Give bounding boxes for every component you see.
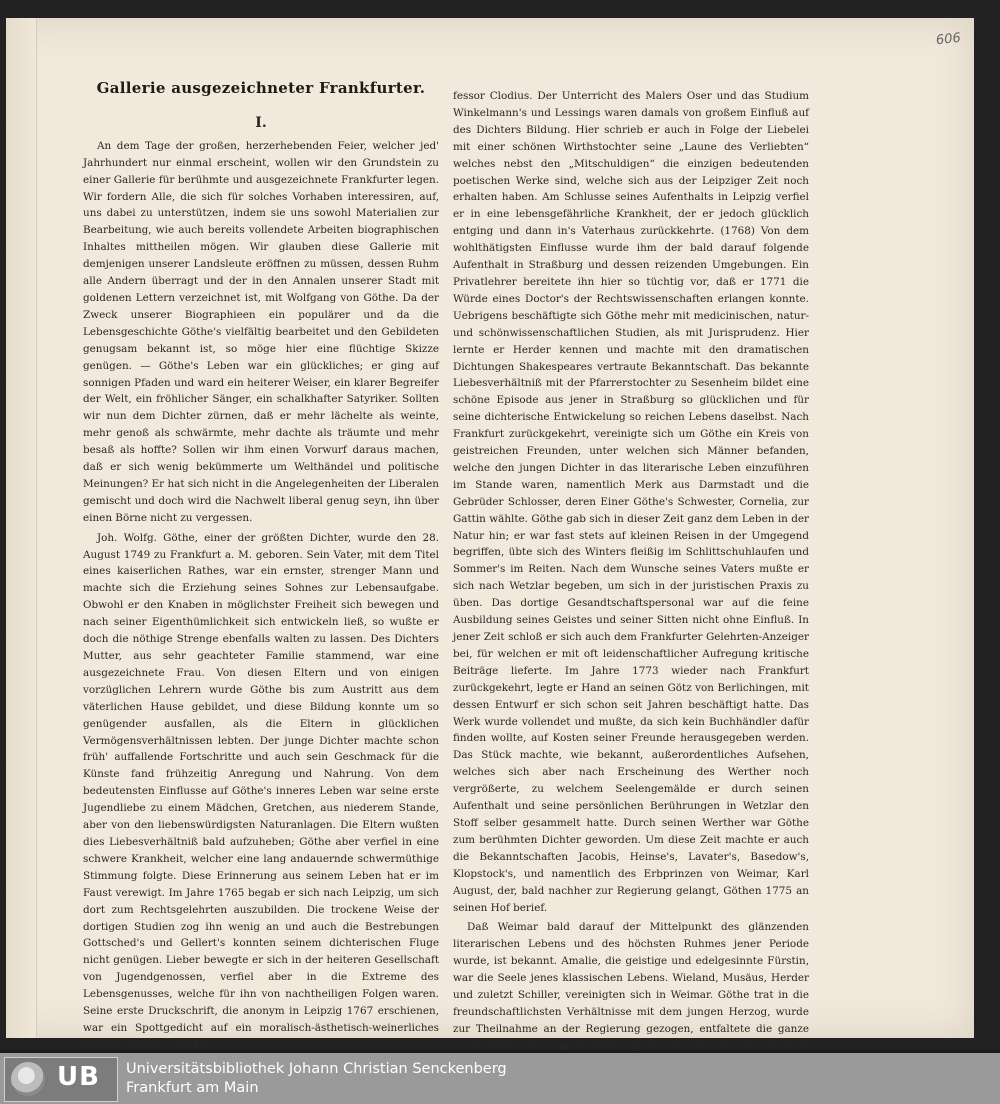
institution-name	[126, 1060, 507, 1098]
page-binding-edge	[6, 18, 37, 1038]
folio-number: 606	[935, 30, 962, 49]
institution-line-1: Universitätsbibliothek Johann Christian Senckenberg	[126, 1061, 507, 1077]
newspaper-page	[6, 18, 974, 1052]
paragraph: Daß Weimar bald darauf der Mittelpunkt des glänzenden literarischen Lebens und des höchsten Ruhmes jener Periode wurde, ist bekannt. Amalie, die geistige und edelgesinnte Fürstin, war die Seele jenes klassischen Lebens. Wieland, Musäus, Herder und zuletzt Schiller, vereinigten sich in Weimar. Göthe trat in die freundschaftlichsten Verhältnisse mit dem jungen Herzog, wurde zur Theilnahme an der Regierung gezogen, entfaltete die ganze Kraft, Fülle und Anmuth seines großen Geistes, und wurde nicht	[453, 921, 809, 1052]
paragraph: fessor Clodius. Der Unterricht des Malers Oser und das Studium Winkelmann's und Lessings waren damals von großem Einfluß auf des Dichters Bildung. Hier schrieb er auch in Folge der Liebelei mit einer schönen Wirthstochter seine „Laune des Verliebten“ welches nebst den „Mitschuldigen“ die einzigen bedeutenden poetischen Werke sind, welche sich aus der Leipziger Zeit noch erhalten haben. Am Schlusse seines Aufenthalts in Leipzig verfiel er in eine lebensgefährliche Krankheit, der er jedoch glücklich entging und dann in's Vaterhaus zurückkehrte. (1768) Von dem wohlthätigsten Einflusse wurde ihm der bald darauf folgende Aufenthalt in Straßburg und dessen reizenden Umgebungen. Ein Privatlehrer bereitete ihn hier so tüchtig vor, daß er 1771 die Würde eines Doctor's der Rechtswissenschaften erlangen konnte. Uebrigens beschäftigte sich Göthe mehr mit medicinischen, natur- und schönwissenschaftlichen Studien, als mit Jurisprudenz. Hier lernte er Herder kennen und machte mit den dramatischen Dichtungen Shakespeares vertraute Bekanntschaft. Das bekannte Liebesverhältniß mit der Pfarrerstochter zu Sesenheim bildet eine schöne Episode aus jener in Straßburg so glücklichen und für seine dichterische Entwickelung so reichen Lebens daselbst. Nach Frankfurt zurückgekehrt, vereinigte sich um Göthe ein Kreis von geistreichen Freunden, unter welchen sich Männer befanden, welche den jungen Dichter in das literarische Leben einzuführen im Stande waren, namentlich Merk aus Darmstadt und die Gebrüder Schlosser, deren Einer Göthe's Schwester, Cornelia, zur Gattin wählte. Göthe gab sich in dieser Zeit ganz dem Leben in der Natur hin; er war fast stets auf kleinen Reisen in der Umgegend begriffen, übte sich des Winters fleißig im Schlittschuhlaufen und Sommer's im Reiten. Nach dem Wunsche seines Vaters mußte er sich nach Wetzlar begeben, um sich in der juristischen Praxis zu üben. Das dortige Gesandtschaftspersonal war auf die feine Ausbildung seines Geistes und seiner Sitten nicht ohne Einfluß. In jener Zeit schloß er sich auch dem Frankfurter Gelehrten-Anzeiger bei, für welchen er mit oft leidenschaftlicher Aufregung kritische Beiträge lieferte. Im Jahre 1773 wieder nach Frankfurt zurückgekehrt, legte er Hand an seinen Götz von Berlichingen, mit dessen Entwurf er sich schon seit Jahren beschäftigt hatte. Das Werk wurde vollendet und mußte, da sich kein Buchhändler dafür finden wollte, auf Kosten seiner Freunde herausgegeben werden. Das Stück machte, wie bekannt, außerordentliches Aufsehen, welches sich aber nach Erscheinung des Werther noch vergrößerte, zu welchem Seelengemälde er durch seinen Aufenthalt und seine persönlichen Berührungen in Wetzlar den Stoff selber gesammelt hatte. Durch seinen Werther war Göthe zum berühmten Dichter geworden. Um diese Zeit machte er auch die Bekanntschaften Jacobis, Heinse's, Lavater's, Basedow's, Klopstock's, und namentlich des Erbprinzen von Weimar, Karl August, der, bald nachher zur Regierung gelangt, Göthen 1775 an seinen Hof berief.	[453, 90, 809, 914]
institution-line-2: Frankfurt am Main	[126, 1080, 259, 1096]
right-column	[453, 88, 809, 1075]
article-title: Gallerie ausgezeichneter Frankfurter.	[96, 79, 426, 97]
logo-text: UB	[57, 1062, 100, 1092]
library-logo[interactable]	[4, 1057, 118, 1102]
left-column	[83, 80, 439, 1057]
library-footer	[0, 1053, 1000, 1104]
section-number: I.	[255, 114, 267, 131]
paragraph: An dem Tage der großen, herzerhebenden Feier, welcher jed' Jahrhundert nur einmal erscheint, wollen wir den Grundstein zu einer Gallerie für berühmte und ausgezeichnete Frankfurter legen. Wir fordern Alle, die sich für solches Vorhaben interessiren, auf, uns dabei zu unterstützen, indem sie uns sowohl Materialien zur Bearbeitung, wie auch bereits vollendete Arbeiten biographischen Inhaltes mittheilen mögen. Wir glauben diese Gallerie mit demjenigen unserer Landsleute eröffnen zu müssen, dessen Ruhm alle Andern überragt und der in den Annalen unserer Stadt mit goldenen Lettern verzeichnet ist, mit Wolfgang von Göthe. Da der Zweck unserer Biographieen ein populärer und da die Lebensgeschichte Göthe's vielfältig bearbeitet und den Gebildeten genugsam bekannt ist, so möge hier eine flüchtige Skizze genügen. — Göthe's Leben war ein glückliches; er ging auf sonnigen Pfaden und ward ein heiterer Weiser, ein klarer Begreifer der Welt, ein fröhlicher Sänger, ein schalkhafter Satyriker. Sollten wir nun dem Dichter zürnen, daß er mehr lächelte als weinte, mehr genoß als schwärmte, mehr dachte als träumte und mehr besaß als hoffte? Sollen wir ihm einen Vorwurf daraus machen, daß er sich wenig bekümmerte um Welthändel und politische Meinungen? Er hat sich nicht in die Angelegenheiten der Liberalen gemischt und doch wird die Nachwelt liberal genug seyn, ihn über einen Börne nicht zu vergessen.	[83, 139, 439, 524]
paragraph: Joh. Wolfg. Göthe, einer der größten Dichter, wurde den 28. August 1749 zu Frankfurt a. M. geboren. Sein Vater, mit dem Titel eines kaiserlichen Rathes, war ein ernster, strenger Mann und machte sich die Erziehung seines Sohnes zur Lebensaufgabe. Obwohl er den Knaben in möglichster Freiheit sich bewegen und nach seiner Eigenthümlichkeit sich entwickeln ließ, so wußte er doch die nöthige Strenge ebenfalls walten zu lassen. Des Dichters Mutter, aus sehr geachteter Familie stammend, war eine ausgezeichnete Frau. Von diesen Eltern und von einigen vorzüglichen Lehrern wurde Göthe bis zum Austritt aus dem väterlichen Hause gebildet, und diese Bildung konnte um so genügender ausfallen, als die Eltern in glücklichen Vermögensverhältnissen lebten. Der junge Dichter machte schon früh' auffallende Fortschritte und auch sein Geschmack für die Künste fand frühzeitig Anregung und Nahrung. Von dem bedeutensten Einflusse auf Göthe's inneres Leben war seine erste Jugendliebe zu einem Mädchen, Gretchen, aus niederem Stande, aber von den liebenswürdigsten Naturanlagen. Die Eltern wußten dies Liebesverhältniß bald aufzuheben; Göthe aber verfiel in eine schwere Krankheit, welcher eine lang andauernde schwermüthige Stimmung folgte. Diese Erinnerung aus seinem Leben hat er im Faust verewigt. Im Jahre 1765 begab er sich nach Leipzig, um sich dort zum Rechtsgelehrten auszubilden. Die trockene Weise der dortigen Studien zog ihn wenig an und auch die Bestrebungen Gottsched's und Gellert's konnten seinem dichterischen Fluge nicht genügen. Lieber bewegte er sich in der heiteren Gesellschaft von Jugendgenossen, verfiel aber in die Extreme des Lebensgenusses, welche für ihn von nachtheiligen Folgen waren. Seine erste Druckschrift, die anonym in Leipzig 1767 erschienen, war ein Spottgedicht auf ein moralisch-ästhetisch-weinerliches Drama „Medon“ von Pro-	[83, 531, 439, 1051]
portrait-icon	[11, 1062, 45, 1096]
